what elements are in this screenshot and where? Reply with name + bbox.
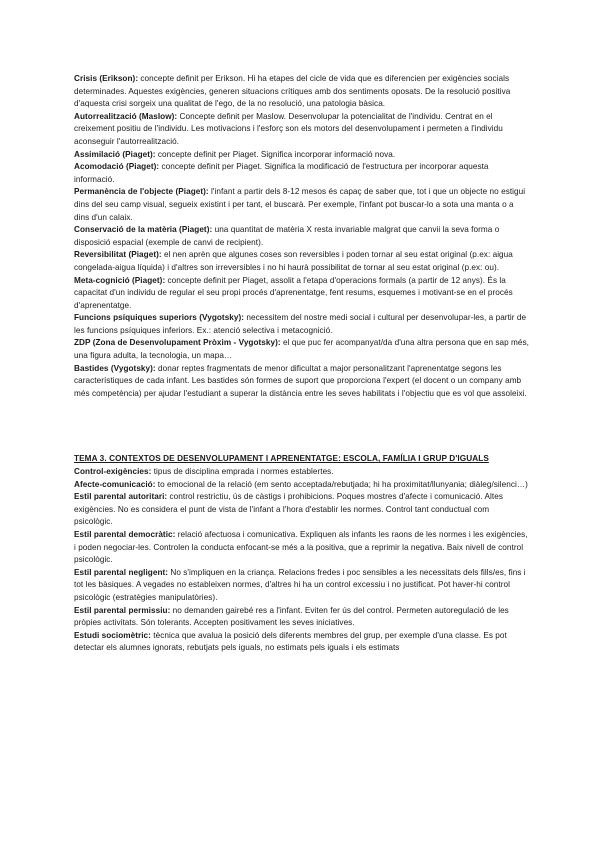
entry-text: tècnica que avalua la posició dels diferents membres del grup, per exemple d'una classe. Es pot detectar els alumnes ignorats, rebutjats pels iguals, no estimats pels iguals i els estimats xyxy=(74,630,507,653)
glossary-entry xyxy=(74,479,530,492)
entry-term: Acomodació (Piaget): xyxy=(74,162,160,172)
glossary-entry xyxy=(74,149,530,162)
entry-text: necessitem del nostre medi social i cultural per desenvolupar-les, a partir de les funcions psíquiques inferiors. Ex.: atenció selectiva i metacognició. xyxy=(74,313,527,335)
entry-term: Estil parental permissiu: xyxy=(74,605,171,615)
glossary-entry xyxy=(74,529,530,567)
glossary-entry xyxy=(74,567,530,605)
glossary-entry xyxy=(74,161,530,186)
glossary-entry xyxy=(74,337,530,362)
entry-text: control restrictiu, ús de càstigs i prohibicions. Poques mostres d'afecte i comunicació. Altes exigències. No es considera el punt de vista de l'infant a l'hora d'establir les normes. Control tant conductual com psicològic. xyxy=(74,492,503,527)
entry-term: Afecte-comunicació: xyxy=(74,479,156,489)
section-spacer xyxy=(74,400,530,453)
glossary-entry xyxy=(74,363,530,401)
glossary-entry xyxy=(74,312,530,337)
entry-text: No s'impliquen en la criança. Relacions fredes i poc sensibles a les necessitats dels fills/es, fins i tot les bàsiques. A vegades no estableixen normes, d'altres hi ha un control excessiu i no justificat. Pot haver-hi control psicològic (estratègies manipulatòries). xyxy=(74,567,526,602)
glossary-entry xyxy=(74,73,530,111)
glossary-part-2 xyxy=(74,466,530,655)
entry-text: el nen aprèn que algunes coses son reversibles i poden tornar al seu estat original (p.ex: aigua congelada-aigua líquida) i d'altres son irreversibles i no hi haurà possibilitat de tornar al seu estat original (p.ex: ou). xyxy=(74,250,513,272)
entry-text: no demanden gairebé res a l'infant. Eviten fer ús del control. Permeten autoregulació de les pròpies activitats. Són tolerants. Accepten positivament les seves iniciatives. xyxy=(74,605,509,628)
entry-text: el que puc fer acompanyat/da d'una altra persona que en sap més, una figura adulta, la tecnologia, un mapa… xyxy=(74,338,529,361)
entry-term: Meta-cognició (Piaget): xyxy=(74,275,166,285)
entry-term: Funcions psíquiques superiors (Vygotsky): xyxy=(74,313,245,323)
entry-text: una quantitat de matèria X resta invariable malgrat que canvii la seva forma o disposició espacial (exemple de canvi de recipient). xyxy=(74,225,500,247)
entry-term: Bastides (Vygotsky): xyxy=(74,363,156,373)
entry-term: Conservació de la matèria (Piaget): xyxy=(74,225,213,235)
entry-text: concepte definit per Piaget, assolit a l'etapa d'operacions formals (a partir de 12 anys). És la capacitat d'un individu de regular el seu propi procés d'aprenentatge, fent resums, esquemes i motivant-se en el procés d'aprenentatge. xyxy=(74,275,513,310)
entry-text: donar reptes fragmentats de menor dificultat a major personalitzant l'aprenentatge segons les característiques de cada infant. Les bastides són formes de suport que proporciona l'expert (el docent o un company amb més competència) per ajudar l'estudiant a superar la distància entre les seves habilitats i l'objectiu que es vol que assoleixi. xyxy=(74,363,527,398)
entry-text: Concepte definit per Maslow. Desenvolupar la potencialitat de l'individu. Centrat en el creixement positiu de l'individu. Les motivacions i l'esforç son els motors del desenvolupament i permeten a l'individu aconseguir l'autorrealització. xyxy=(74,111,503,146)
glossary-entry xyxy=(74,605,530,630)
entry-term: Control-exigències: xyxy=(74,467,152,477)
entry-term: Estil parental negligent: xyxy=(74,567,169,577)
entry-term: Crisis (Erikson): xyxy=(74,74,139,83)
entry-text: concepte definit per Piaget. Significa incorporar informació nova. xyxy=(155,149,396,159)
entry-text: relació afectuosa i comunicativa. Expliquen als infants les raons de les normes i les exigències, i poden negociar-les. Controlen la conducta enfocant-se més a la positiva, que a reprimir la negativa. Baix nivell de control psicològic. xyxy=(74,530,528,565)
entry-term: Estil parental autoritari: xyxy=(74,492,168,502)
glossary-entry xyxy=(74,275,530,313)
glossary-entry xyxy=(74,466,530,479)
page-content xyxy=(74,73,530,655)
glossary-entry xyxy=(74,186,530,224)
entry-text: concepte definit per Erikson. Hi ha etapes del cicle de vida que es diferencien per exigències socials determinades. Aquestes exigències, generen situacions crítiques amb dos sentiments oposats. De la resolució positiva d'aquesta crisi sorgeix una qualitat de l'ego, de la no resolució, una patologia bàsica. xyxy=(74,74,511,109)
entry-text: l'infant a partir dels 8-12 mesos és capaç de saber que, tot i que un objecte no estigui dins del seu camp visual, segueix existint i per tant, el buscarà. Per exemple, l'infant pot buscar-lo a sota una manta o a dins d'un calaix. xyxy=(74,187,526,222)
entry-term: Autorrealització (Maslow): xyxy=(74,111,178,121)
entry-term: Reversibilitat (Piaget): xyxy=(74,250,162,260)
glossary-entry xyxy=(74,491,530,529)
entry-term: ZDP (Zona de Desenvolupament Pròxim - Vygotsky): xyxy=(74,338,281,348)
glossary-entry xyxy=(74,630,530,655)
entry-text: tipus de disciplina emprada i normes establertes. xyxy=(151,467,334,477)
glossary-entry xyxy=(74,224,530,249)
glossary-entry xyxy=(74,111,530,149)
section-heading: TEMA 3. CONTEXTOS DE DESENVOLUPAMENT I APRENENTATGE: ESCOLA, FAMÍLIA I GRUP D'IGUALS xyxy=(74,454,489,464)
entry-term: Permanència de l'objecte (Piaget): xyxy=(74,187,209,197)
glossary-entry xyxy=(74,249,530,274)
entry-text: to emocional de la relació (em sento acceptada/rebutjada; hi ha proximitat/llunyania; diàleg/silenci…) xyxy=(155,479,528,489)
entry-term: Assimilació (Piaget): xyxy=(74,149,156,159)
entry-text: concepte definit per Piaget. Significa la modificació de l'estructura per incorporar aquesta informació. xyxy=(74,162,489,184)
entry-term: Estil parental democràtic: xyxy=(74,530,176,539)
glossary-part-1 xyxy=(74,73,530,400)
entry-term: Estudi sociomètric: xyxy=(74,630,151,640)
